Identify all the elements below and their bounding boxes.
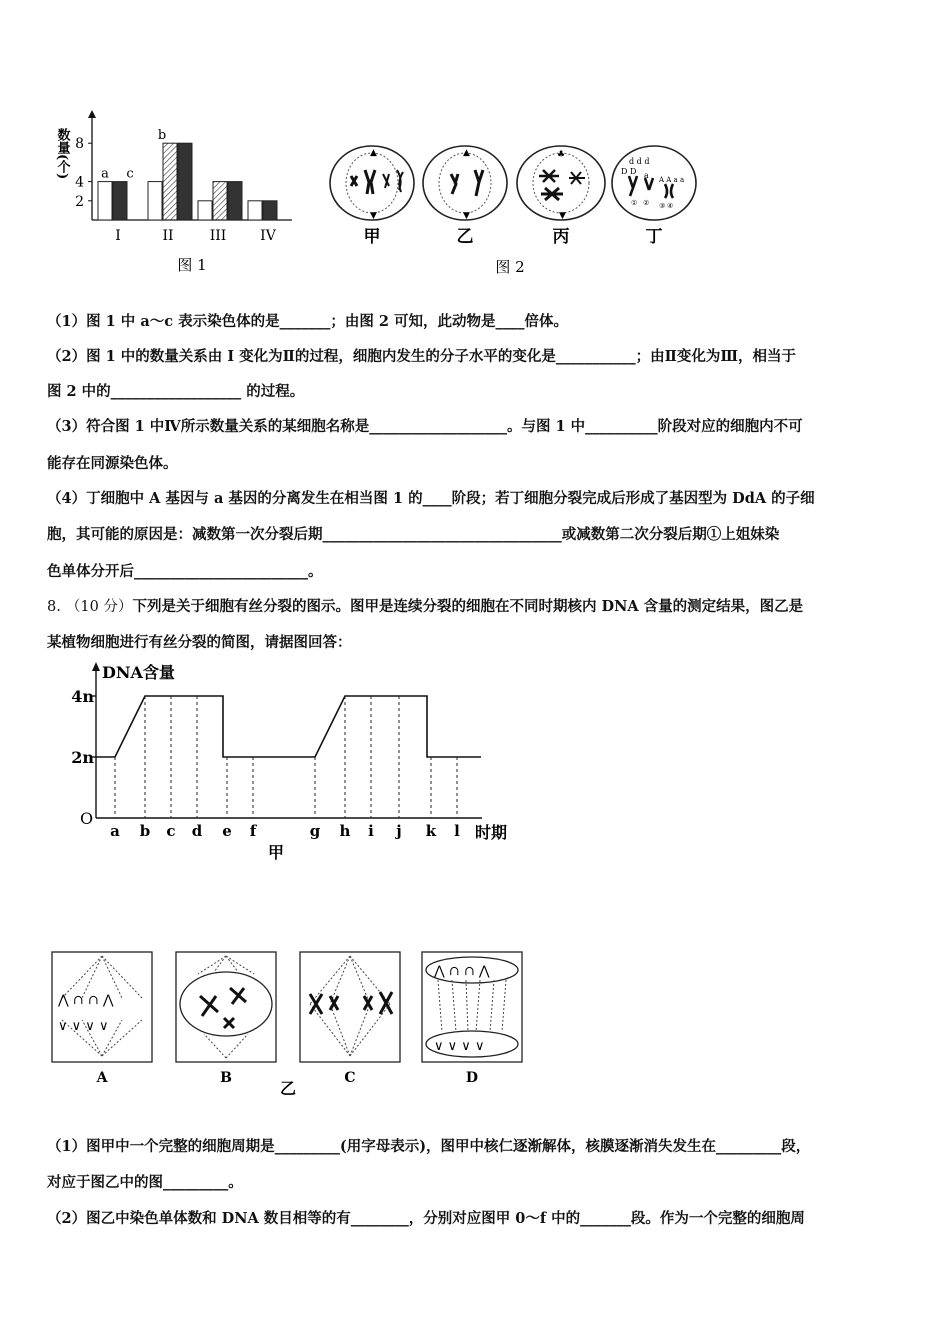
bar-a (98, 182, 112, 220)
y-axis-arrow (88, 110, 96, 118)
y-axis-label: DNA含量 (102, 663, 175, 682)
cell-bing (517, 146, 605, 247)
y-tick-label: 2n (71, 748, 94, 767)
q8-part1-line1: （1）图甲中一个完整的细胞周期是_________(用字母表示)，图甲中核仁逐渐解体，核膜逐渐消失发生在_________段， (47, 1138, 811, 1155)
q8-intro-line1 (47, 597, 803, 617)
x-tick-label: a (110, 822, 120, 840)
svg-text:C: C (344, 1070, 356, 1086)
x-tick-label: k (425, 822, 437, 840)
dna-content-line (96, 696, 481, 757)
svg-text:d d d: d d d (629, 157, 650, 166)
x-tick-label: l (454, 822, 460, 840)
y-axis-arrow (92, 662, 100, 671)
x-tick-label: i (368, 822, 374, 840)
bar-c (263, 201, 277, 220)
panel-a (52, 952, 152, 1086)
svg-text:▼: ▼ (559, 211, 566, 221)
svg-text:③: ③ (659, 202, 666, 210)
svg-text:甲: 甲 (363, 227, 381, 247)
bar-a (148, 182, 162, 220)
bar-c (228, 182, 242, 220)
q7-part2-line1: （2）图 1 中的数量关系由 I 变化为Ⅱ的过程，细胞内发生的分子水平的变化是___________；由Ⅱ变化为Ⅲ，相当于 (47, 348, 796, 365)
q7-part1: （1）图 1 中 a～c 表示染色体的是_______；由图 2 可知，此动物是____倍体。 (47, 313, 569, 330)
bar-a (198, 201, 212, 220)
x-tick-label: I (115, 228, 121, 244)
q7-part4-line3: 色单体分开后________________________。 (47, 563, 323, 580)
y-axis-label: 数量(个) (54, 128, 70, 180)
figure-yi-caption: 乙 (279, 1079, 297, 1098)
svg-text:B: B (220, 1070, 232, 1086)
y-tick-label: 8 (75, 136, 84, 153)
figure-2-cells (325, 138, 705, 280)
svg-text:▲: ▲ (370, 148, 377, 158)
figure-jia-dna-chart (70, 660, 530, 865)
bar-c (113, 182, 127, 220)
svg-text:♣: ♣ (557, 150, 566, 160)
cell-yi (423, 146, 507, 247)
bar-a (248, 201, 262, 220)
cell-ding (612, 146, 696, 247)
figure-2-caption: 图 2 (495, 258, 525, 276)
svg-text:⋀ ∩ ∩ ⋀: ⋀ ∩ ∩ ⋀ (58, 993, 114, 1008)
y-tick-label: 2 (75, 193, 84, 210)
panel-b (176, 952, 276, 1086)
bar-letter-label: b (157, 128, 167, 144)
bar-b (213, 182, 227, 220)
figure-jia-caption: 甲 (267, 843, 285, 862)
x-tick-label: II (162, 228, 174, 244)
question-score: （10 分） (65, 599, 133, 615)
svg-text:A A a a: A A a a (659, 176, 685, 184)
q7-part3-line1: （3）符合图 1 中Ⅳ所示数量关系的某细胞名称是___________________。与图 1 中__________阶段对应的细胞内不可 (47, 418, 803, 435)
x-tick-label: c (166, 822, 176, 840)
panel-d (422, 952, 522, 1086)
q8-intro-text: 下列是关于细胞有丝分裂的图示。图甲是连续分裂的细胞在不同时期核内 DNA 含量的测定结果，图乙是 (132, 598, 804, 615)
x-tick-label: h (339, 822, 351, 840)
svg-text:①: ① (631, 199, 638, 207)
svg-text:乙: 乙 (456, 227, 474, 247)
x-tick-label: g (309, 822, 321, 840)
figure-1-bar-chart (50, 108, 310, 278)
q8-part1-line2: 对应于图乙中的图_________。 (47, 1174, 243, 1191)
question-number: 8. (47, 599, 61, 615)
x-tick-label: b (139, 822, 151, 840)
svg-text:D: D (465, 1070, 479, 1086)
q7-part2-line2: 图 2 中的__________________ 的过程。 (47, 383, 305, 400)
x-tick-label: f (249, 822, 257, 840)
y-tick-label: 4 (75, 174, 84, 191)
bar-c (178, 143, 192, 220)
bar-b (163, 143, 177, 220)
panel-c (300, 952, 400, 1086)
bar-letter-label: c (126, 166, 134, 182)
svg-text:a: a (644, 171, 649, 180)
figure-1-caption: 图 1 (177, 256, 207, 274)
y-tick-label: 4n (71, 687, 94, 706)
x-tick-label: IV (260, 228, 276, 244)
q8-intro-line2: 某植物细胞进行有丝分裂的简图，请据图回答： (47, 634, 352, 651)
x-axis-label: 时期 (475, 823, 508, 842)
svg-text:▼: ▼ (370, 211, 377, 221)
x-tick-label: III (209, 228, 227, 244)
figure-yi-panels (48, 948, 528, 1098)
svg-text:▼: ▼ (463, 211, 470, 221)
svg-text:▲: ▲ (463, 148, 470, 158)
svg-text:∨ ∨ ∨ ∨: ∨ ∨ ∨ ∨ (58, 1019, 109, 1034)
svg-text:⋀ ∩ ∩ ⋀: ⋀ ∩ ∩ ⋀ (434, 964, 490, 979)
x-tick-label: e (222, 822, 232, 840)
q7-part3-line2: 能存在同源染色体。 (47, 455, 178, 472)
x-tick-label: d (191, 822, 203, 840)
svg-text:D D: D D (621, 167, 637, 176)
bar-letter-label: a (101, 166, 109, 182)
q8-part2-line1: （2）图乙中染色单体数和 DNA 数目相等的有________，分别对应图甲 0～f 中的_______段。作为一个完整的细胞周 (47, 1210, 805, 1227)
cell-jia (330, 146, 414, 247)
x-tick-label: j (396, 822, 402, 840)
svg-text:丙: 丙 (552, 227, 570, 247)
svg-text:丁: 丁 (645, 227, 663, 247)
svg-text:A: A (96, 1070, 108, 1086)
svg-text:∨ ∨ ∨ ∨: ∨ ∨ ∨ ∨ (434, 1039, 485, 1054)
q7-part4-line2: 胞，其可能的原因是：减数第一次分裂后期_________________________________或减数第二次分裂后期①上姐妹染 (47, 526, 780, 543)
svg-text:②: ② (643, 199, 650, 207)
svg-text:④: ④ (667, 202, 674, 210)
q7-part4-line1: （4）丁细胞中 A 基因与 a 基因的分离发生在相当图 1 的____阶段；若丁细胞分裂完成后形成了基因型为 DdA 的子细 (47, 490, 815, 507)
origin-label: O (80, 809, 94, 828)
